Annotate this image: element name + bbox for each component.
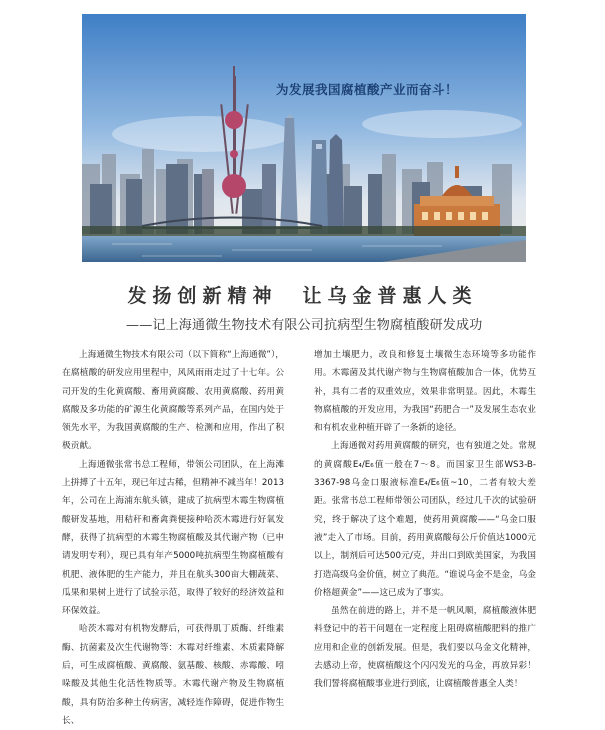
banner-slogan: 为发展我国腐植酸产业而奋斗！ bbox=[276, 82, 459, 97]
article-subheadline: ——记上海通微生物技术有限公司抗病型生物腐植酸研发成功 bbox=[126, 318, 483, 333]
paragraph: 虽然在前进的路上，并不是一帆风顺，腐植酸液体肥料登记中的若干问题在一定程度上阻碍腐植酸肥料的推广应用和企业的创新发展。但是，我们要以乌金文化精神，去感动上帝，使腐植酸这个闪闪发光的乌金，再放异彩！我们誓将腐植酸事业进行到底，让腐植酸普惠全人类！ bbox=[314, 606, 536, 690]
paragraph: 上海通微生物技术有限公司（以下简称“上海通微”），在腐植酸的研发应用里程中，风风雨雨走过了十七年。公司开发的生化黄腐酸、畜用黄腐酸、农用黄腐酸、药用黄腐酸及多功能的矿源生化黄腐酸等系列产品，在国内处于领先水平，为我国黄腐酸的生产、检测和应用，作出了积极贡献。 bbox=[62, 350, 284, 452]
article-left-column bbox=[62, 346, 284, 730]
paragraph: 哈茨木霉对有机物发酵后，可获得肌丁质酶、纤维素酶、抗菌素及次生代谢物等：木霉对纤维素、木质素降解后，可生成腐植酸、黄腐酸、氨基酸、核酸、赤霉酸、吲哚酸及其他生化活性物质等。木霉代谢产物及生物腐植酸，具有防治多种土传病害，减轻连作障碍，促进作物生长、 bbox=[62, 624, 284, 726]
article-right-column bbox=[314, 346, 536, 694]
article-headline: 发扬创新精神 让乌金普惠人类 bbox=[127, 285, 478, 307]
paragraph: 上海通微张常书总工程师，带领公司团队，在上海滩上拼搏了十五年，现已年过古稀，但精神不减当年！2013年，公司在上海浦东航头镇，建成了抗病型木霉生物腐植酸研发基地，用秸秆和畜禽粪便接种哈茨木霉进行好氧发酵，获得了抗病型的木霉生物腐植酸及其代谢产物（已申请发明专利），现已具有年产5000吨抗病型生物腐植酸有机肥、液体肥的生产能力，并且在航头300亩大棚蔬菜、瓜果和果树上进行了试验示范，取得了较好的经济效益和环保效益。 bbox=[62, 459, 284, 617]
paragraph: 上海通微对药用黄腐酸的研究，也有独道之处。常规的黄腐酸E₄/E₆值一般在7～8。而国家卫生部WS3-B-3367-98乌金口服液标准E₄/E₆值~10，二者有较大差距。张常书总工程师带领公司团队，经过几千次的试验研究，终于解决了这个难题，使药用黄腐酸——“乌金口服液”走入了市场。目前，药用黄腐酸每公斤价值达1000元以上，制剂后可达500元/克，并出口到欧美国家，为我国打造高级乌金价值，树立了典范。“谁说乌金不是金，乌金价格超黄金”——这已成为了事实。 bbox=[314, 441, 536, 598]
paragraph: 增加土壤肥力，改良和修复土壤微生态环境等多功能作用。木霉菌及其代谢产物与生物腐植酸加合一体，优势互补，具有二者的双重效应，效果非常明显。因此，木霉生物腐植酸的开发应用，为我国“药肥合一”及发展生态农业和有机农业种植开辟了一条新的途径。 bbox=[314, 350, 536, 434]
shanghai-skyline-photo bbox=[82, 14, 526, 262]
